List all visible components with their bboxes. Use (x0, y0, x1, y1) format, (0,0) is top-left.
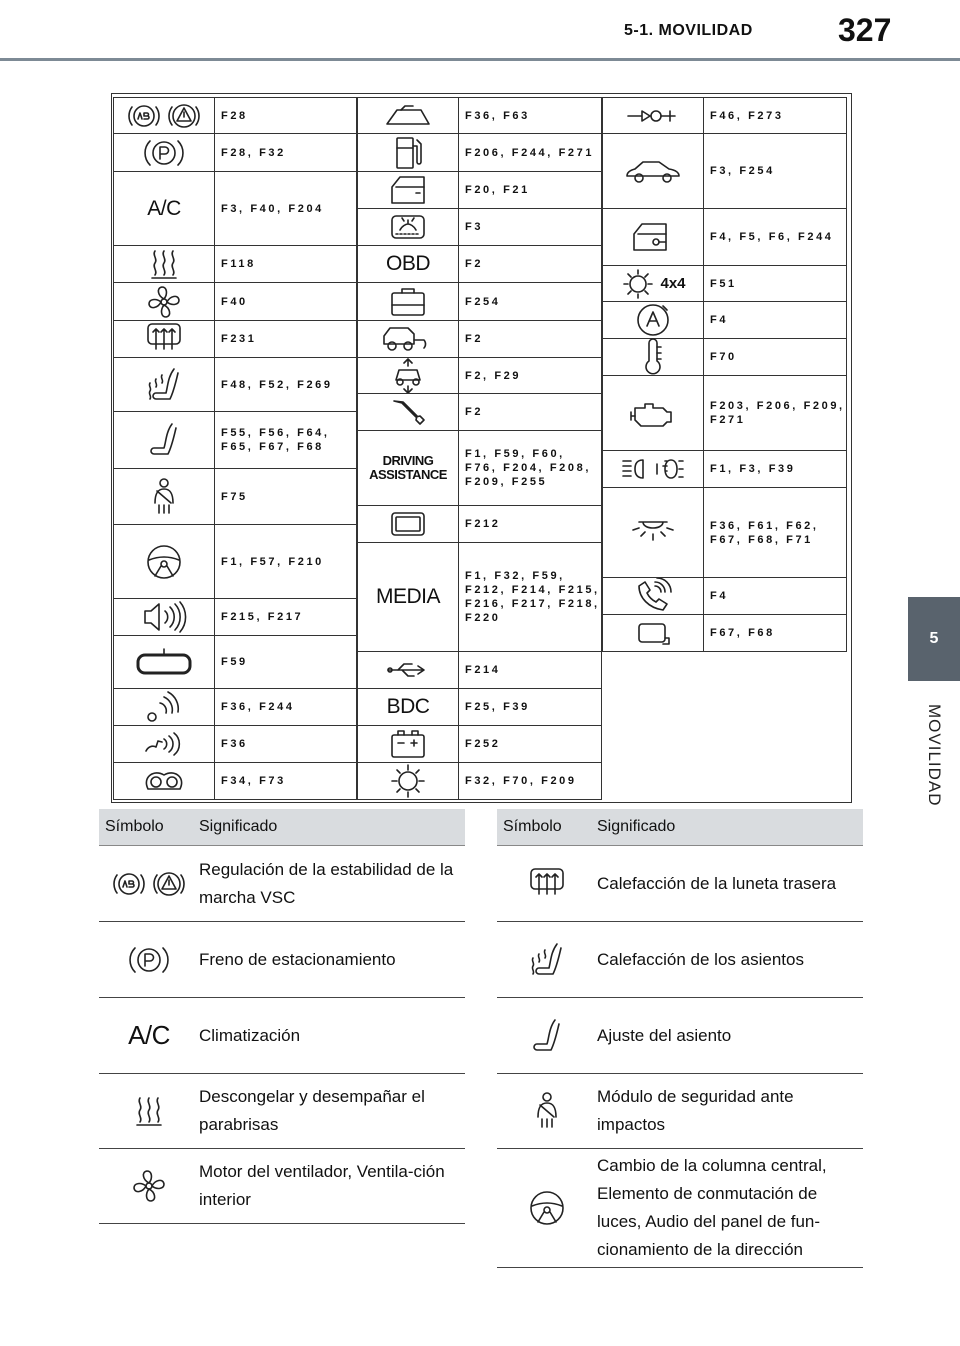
door-lock-icon (628, 220, 678, 254)
media-icon: MEDIA (375, 585, 440, 608)
usb-icon (386, 660, 430, 680)
fuse-table-row (602, 577, 847, 615)
header-rule (0, 58, 960, 61)
fuse-symbol-cell (114, 726, 215, 762)
fuse-table-row (357, 245, 602, 283)
fuse-codes: F212 (465, 518, 501, 530)
legend-meaning: Cambio de la columna central, Elemento de conmutación de luces, Audio del panel de fun-cionamiento de la dirección (597, 1156, 827, 1259)
legend-row (99, 922, 465, 998)
fan-icon (146, 284, 182, 320)
fuse-codes: F34, F73 (221, 775, 286, 787)
fuse-codes: F3 (465, 221, 484, 233)
fuse-table-row (602, 338, 847, 376)
fuse-table-row (113, 411, 357, 469)
car-side-icon (623, 154, 683, 188)
fuse-symbol-cell (114, 412, 215, 468)
fuse-symbol-cell (358, 134, 459, 171)
fan-icon (131, 1168, 167, 1204)
fuse-table-row (113, 688, 357, 726)
steering-wheel-icon (527, 1188, 567, 1228)
fuse-symbol-cell (358, 652, 459, 688)
fuse-codes: F28, F32 (221, 146, 286, 159)
fuse-table-row (357, 725, 602, 763)
fuse-codes: F2 (465, 333, 484, 345)
fuse-table-row (602, 301, 847, 339)
legend-symbol-cell (99, 1020, 199, 1051)
display-icon (388, 509, 428, 539)
seat-heater-icon (144, 365, 184, 405)
fuse-symbol-cell (358, 283, 459, 320)
washer-icon (390, 212, 426, 242)
fuse-symbol-cell (603, 578, 704, 614)
fuse-symbol-cell (114, 98, 215, 133)
fuse-table-row (357, 393, 602, 431)
fuse-symbol-cell (358, 689, 459, 725)
fuse-symbol-cell (358, 172, 459, 208)
legend-symbol-cell (99, 1094, 199, 1128)
ac-icon: A/C (128, 1020, 170, 1050)
fuse-table-row (357, 542, 602, 652)
fuse-symbol-cell (603, 339, 704, 375)
fuse-table-row (602, 487, 847, 578)
fuse-table-row (357, 505, 602, 543)
legend-meaning: Regulación de la estabilidad de la marcha VSC (199, 859, 454, 907)
engine-icon (629, 398, 677, 428)
ac-icon: A/C (147, 196, 181, 220)
fuse-codes: F46, F273 (710, 109, 784, 122)
obd-icon: OBD (385, 252, 430, 275)
airbag-icon (532, 1091, 562, 1131)
car-roof-icon (383, 102, 433, 130)
driving-assistance-icon: DRIVING ASSISTANCE (369, 453, 447, 482)
fuse-symbol-cell (114, 469, 215, 524)
fuse-codes: F36, F244 (221, 701, 295, 713)
fuse-table-row (113, 357, 357, 412)
airbag-icon (149, 477, 179, 517)
fuse-symbol-cell (603, 98, 704, 133)
fuse-symbol-cell (114, 599, 215, 635)
header-symbol: Símbolo (105, 818, 164, 835)
gauge-cluster-icon (142, 767, 186, 795)
fuse-codes: F55, F56, F64, F65, F67, F68 (221, 427, 330, 453)
headlight-icon (621, 456, 685, 482)
fuse-codes: F231 (221, 333, 257, 345)
fuse-table-row (357, 171, 602, 209)
fuse-codes: F252 (465, 738, 501, 750)
fuse-codes: F40 (221, 295, 248, 308)
fuse-codes: F215, F217 (221, 611, 304, 623)
legend-meaning: Descongelar y desempañar el parabrisas (199, 1087, 425, 1134)
legend-header (497, 809, 863, 846)
fuse-symbol-cell (603, 266, 704, 301)
legend-row (497, 922, 863, 998)
legend-symbol-cell (497, 1091, 597, 1131)
header-meaning: Significado (199, 818, 278, 835)
fuse-codes: F70 (710, 351, 737, 363)
legend-meaning: Módulo de seguridad ante impactos (597, 1087, 794, 1134)
fuse-codes: F4 (710, 314, 729, 326)
chapter-label-text: MOVILIDAD (925, 703, 944, 807)
phone-icon (633, 578, 673, 614)
legend-meaning: Calefacción de la luneta trasera (597, 873, 837, 893)
legend-symbol-cell (497, 1016, 597, 1056)
fuse-symbol-cell (358, 98, 459, 133)
fuel-pump-icon (391, 134, 425, 172)
fuse-table-row (602, 265, 847, 302)
legend-row (497, 998, 863, 1074)
legend-symbol-cell (497, 866, 597, 902)
abs-vsc-icon (113, 867, 185, 901)
fuse-table-row (113, 171, 357, 246)
fuse-table-row (113, 524, 357, 599)
fuse-codes: F203, F206, F209, F271 (710, 400, 845, 426)
fuse-codes: F118 (221, 258, 256, 270)
fuse-codes: F1, F59, F60, F76, F204, F208, F209, F255 (465, 448, 591, 488)
fuse-table-row (357, 762, 602, 800)
fuse-table-row (357, 97, 602, 134)
awd-icon (620, 267, 685, 301)
fuse-codes: F2, F29 (465, 369, 522, 382)
fuse-table-row (602, 133, 847, 209)
fuse-symbol-cell (114, 172, 215, 245)
remote-key-icon (144, 689, 184, 725)
door-icon (386, 173, 430, 207)
legend-row (99, 1149, 465, 1224)
bdc-icon: BDC (386, 695, 430, 718)
speaker-icon (139, 600, 189, 634)
fuse-symbol-cell (603, 134, 704, 208)
fuse-table-row (113, 245, 357, 283)
fuse-codes: F4 (710, 590, 729, 602)
fuse-table-row (113, 468, 357, 525)
legend-row (497, 1074, 863, 1149)
fuse-table-row (357, 651, 602, 689)
seat-icon (146, 420, 182, 460)
fuse-table-row (357, 208, 602, 246)
legend-row (99, 1074, 465, 1149)
legend-table-right (497, 809, 863, 1268)
fuse-codes: F1, F3, F39 (710, 463, 796, 475)
seat-heater-icon (527, 940, 567, 980)
fuse-codes: F214 (465, 664, 501, 676)
fuse-table-row (113, 97, 357, 134)
fuse-symbol-cell (114, 321, 215, 357)
section-title: 5-1. MOVILIDAD (624, 22, 753, 39)
fuse-codes: F4, F5, F6, F244 (710, 231, 834, 243)
fuse-symbol-cell (358, 506, 459, 542)
fuse-symbol-cell (114, 246, 215, 282)
legend-meaning: Climatización (199, 1025, 301, 1045)
chapter-tab (908, 597, 960, 681)
abs-vsc-icon (128, 99, 200, 133)
fuse-symbol-cell (114, 763, 215, 799)
fuse-table-row (602, 97, 847, 134)
legend-meaning: Motor del ventilador, Ventila-ción interior (199, 1162, 445, 1209)
fuse-codes: F51 (710, 277, 737, 290)
fuse-symbol-cell (114, 525, 215, 598)
fuse-codes: F36, F61, F62, F67, F68, F71 (710, 519, 819, 546)
legend-symbol-cell (99, 942, 199, 978)
fuse-symbol-cell (358, 246, 459, 282)
fuse-symbol-cell (114, 689, 215, 725)
header-symbol: Símbolo (503, 818, 562, 835)
page-number: 327 (838, 12, 892, 48)
fuse-table-row (113, 598, 357, 636)
legend-meaning: Freno de estacionamiento (199, 949, 396, 969)
fuse-table-row (113, 762, 357, 800)
fuse-codes: F67, F68 (710, 627, 775, 639)
header-meaning: Significado (597, 818, 676, 835)
awd-label: 4x4 (660, 275, 686, 292)
fuse-codes: F1, F57, F210 (221, 555, 324, 568)
fuse-codes: F25, F39 (465, 701, 530, 713)
steering-wheel-icon (144, 542, 184, 582)
chapter-number: 5 (929, 630, 939, 647)
fuse-table-row (113, 133, 357, 172)
fuse-symbol-cell (603, 451, 704, 487)
fuse-symbol-cell (358, 321, 459, 357)
fuse-table-row (113, 635, 357, 689)
fuse-codes: F59 (221, 656, 248, 668)
fuse-codes: F2 (465, 258, 484, 270)
fuse-table-row (113, 320, 357, 358)
interior-light-icon (631, 516, 675, 550)
chapter-label (911, 700, 957, 810)
fuse-codes: F48, F52, F269 (221, 378, 333, 391)
fuse-table-row (357, 282, 602, 321)
fuse-codes: F36 (221, 738, 248, 750)
auto-stop-icon (633, 300, 673, 340)
fuse-codes: F3, F254 (710, 165, 775, 177)
seat-icon (529, 1016, 565, 1056)
fuse-table-row (113, 725, 357, 763)
fuse-symbol-cell (603, 615, 704, 651)
fuse-codes: F32, F70, F209 (465, 775, 577, 787)
fuse-symbol-cell (114, 358, 215, 411)
fuse-symbol-cell (358, 394, 459, 430)
fuse-table-row (357, 357, 602, 394)
fuse-symbol-cell (358, 209, 459, 245)
fuse-codes: F20, F21 (465, 184, 530, 196)
fuse-symbol-cell (603, 302, 704, 338)
fuse-symbol-cell (114, 134, 215, 171)
charging-pad-icon (633, 618, 673, 648)
fuse-codes: F36, F63 (465, 109, 530, 122)
fuse-table-row (602, 208, 847, 266)
fuse-codes: F3, F40, F204 (221, 202, 324, 215)
fuse-symbol-cell (603, 376, 704, 450)
trunk-icon (388, 285, 428, 319)
fuse-codes: F1, F32, F59, F212, F214, F215, F216, F217, F218, F220 (465, 570, 600, 624)
fuse-symbol-cell (358, 431, 459, 505)
legend-row (99, 998, 465, 1074)
smart-key-icon (142, 729, 186, 759)
fuse-table-row (113, 282, 357, 321)
parking-brake-icon (127, 942, 171, 978)
fuse-codes: F206, F244, F271 (465, 146, 595, 159)
rear-defrost-icon (527, 866, 567, 902)
rear-defrost-icon (144, 321, 184, 357)
fuse-symbol-cell (358, 358, 459, 393)
legend-symbol-cell (497, 940, 597, 980)
fuse-table-row (602, 450, 847, 488)
car-lift-icon (388, 356, 428, 396)
legend-meaning: Ajuste del asiento (597, 1025, 732, 1045)
legend-header (99, 809, 465, 846)
legend-row (497, 846, 863, 922)
fuse-codes: F75 (221, 490, 248, 503)
legend-table-left (99, 809, 465, 1224)
fuse-symbol-cell (114, 283, 215, 320)
fuse-symbol-cell (358, 726, 459, 762)
legend-symbol-cell (99, 867, 199, 901)
fuse-symbol-cell (358, 763, 459, 799)
fuse-codes: F28 (221, 109, 248, 122)
sun-icon (388, 761, 428, 801)
fuse-table-row (602, 614, 847, 652)
rear-mirror-icon (134, 647, 194, 677)
legend-row (99, 846, 465, 922)
fuse-table-row (357, 688, 602, 726)
battery-icon (388, 727, 428, 761)
fuel-flow-icon (626, 105, 680, 127)
fuse-codes: F2 (465, 406, 484, 418)
legend-symbol-cell (497, 1188, 597, 1228)
tow-car-icon (378, 324, 438, 354)
legend-symbol-cell (99, 1168, 199, 1204)
fuse-symbol-cell (603, 488, 704, 577)
fuse-table-row (602, 375, 847, 451)
fuse-table-row (357, 320, 602, 358)
fuse-symbol-cell (603, 209, 704, 265)
wrench-icon (388, 395, 428, 429)
fuse-table-row (357, 430, 602, 506)
legend-meaning: Calefacción de los asientos (597, 949, 804, 969)
fuse-symbol-cell (114, 636, 215, 688)
windshield-defrost-icon (149, 247, 179, 281)
fuse-table-row (357, 133, 602, 172)
fuse-symbol-cell (358, 543, 459, 651)
legend-row (497, 1149, 863, 1268)
thermometer-icon (641, 337, 665, 377)
fuse-codes: F254 (465, 295, 501, 308)
parking-brake-icon (142, 135, 186, 171)
windshield-defrost-icon (134, 1094, 164, 1128)
